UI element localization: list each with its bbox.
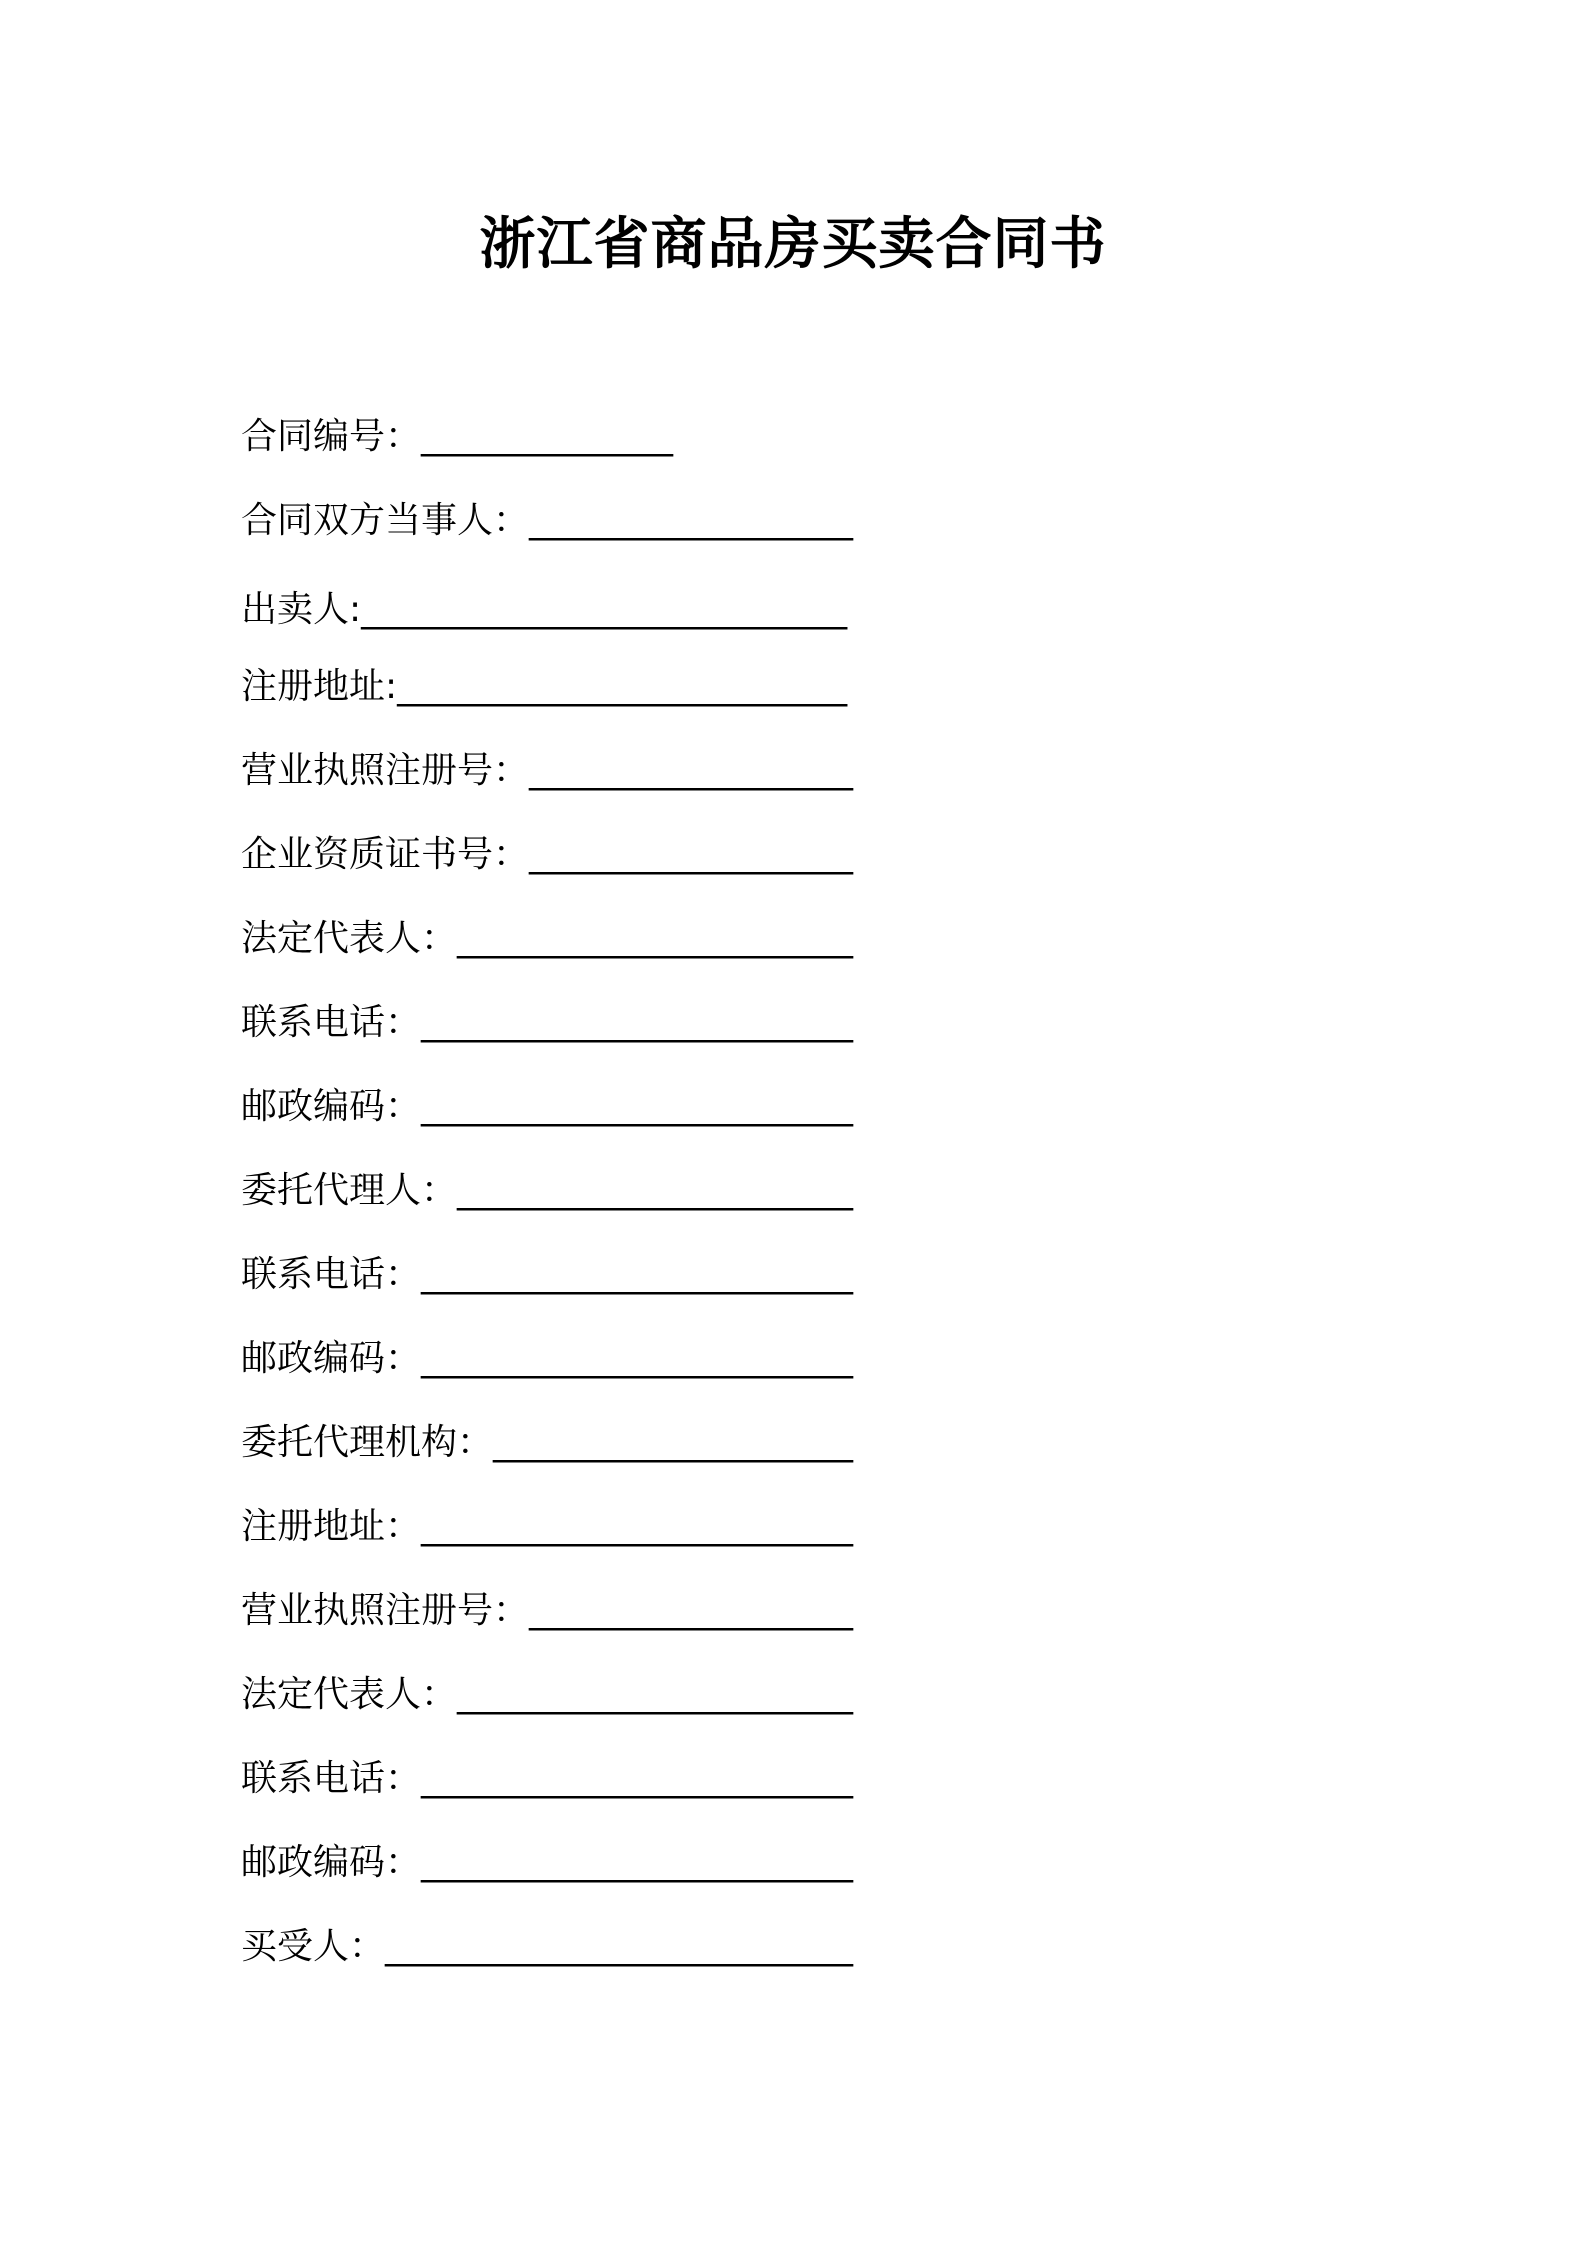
field-label: 注册地址: [241,666,398,707]
blank-line: ______________________ [457,1170,854,1211]
agency-field [241,1413,853,1473]
agency-postal-code-field [241,1833,853,1893]
agent-field [241,1161,853,1221]
seller-postal-code-field [241,1077,853,1137]
field-label: 邮政编码： [241,1842,422,1883]
blank-line: ________________________ [421,1842,854,1883]
field-label: 买受人： [241,1926,386,1967]
field-label: 合同双方当事人： [241,500,530,541]
agency-legal-rep-field [241,1665,853,1725]
blank-line: ________________________ [421,1002,854,1043]
field-label: 合同编号： [241,416,422,457]
blank-line: ________________________ [421,1254,854,1295]
seller-business-license-field [241,741,853,801]
blank-line: __________________________ [385,1926,854,1967]
seller-field [241,580,847,640]
agency-business-license-field [241,1581,853,1641]
agency-registered-address-field [241,1497,853,1557]
seller-qualification-cert-field [241,825,853,885]
contract-number-field [241,407,673,467]
blank-line: ______________ [421,416,674,457]
blank-line: ________________________ [421,1758,854,1799]
blank-line: ______________________ [457,918,854,959]
blank-line: __________________ [529,834,854,875]
field-label: 委托代理人： [241,1170,458,1211]
field-label: 联系电话： [241,1254,422,1295]
field-label: 法定代表人： [241,918,458,959]
agent-phone-field [241,1245,853,1305]
field-label: 邮政编码： [241,1338,422,1379]
field-label: 委托代理机构： [241,1422,494,1463]
blank-line: ____________________ [493,1422,854,1463]
seller-registered-address-field [241,657,847,717]
field-label: 营业执照注册号： [241,750,530,791]
blank-line: __________________ [529,1590,854,1631]
field-label: 法定代表人： [241,1674,458,1715]
field-label: 注册地址： [241,1506,422,1547]
field-label: 联系电话： [241,1002,422,1043]
blank-line: ________________________ [421,1338,854,1379]
blank-line: ___________________________ [361,589,848,630]
field-label: 出卖人: [241,589,362,630]
blank-line: ________________________ [421,1506,854,1547]
document-title: 浙江省商品房买卖合同书 [479,212,1107,277]
blank-line: ______________________ [457,1674,854,1715]
seller-legal-rep-field [241,909,853,969]
field-label: 联系电话： [241,1758,422,1799]
seller-phone-field [241,993,853,1053]
agent-postal-code-field [241,1329,853,1389]
blank-line: _________________________ [397,666,848,707]
agency-phone-field [241,1749,853,1809]
field-label: 营业执照注册号： [241,1590,530,1631]
blank-line: __________________ [529,500,854,541]
contract-parties-field [241,491,853,551]
field-label: 企业资质证书号： [241,834,530,875]
field-label: 邮政编码： [241,1086,422,1127]
buyer-field [241,1917,853,1977]
blank-line: __________________ [529,750,854,791]
blank-line: ________________________ [421,1086,854,1127]
